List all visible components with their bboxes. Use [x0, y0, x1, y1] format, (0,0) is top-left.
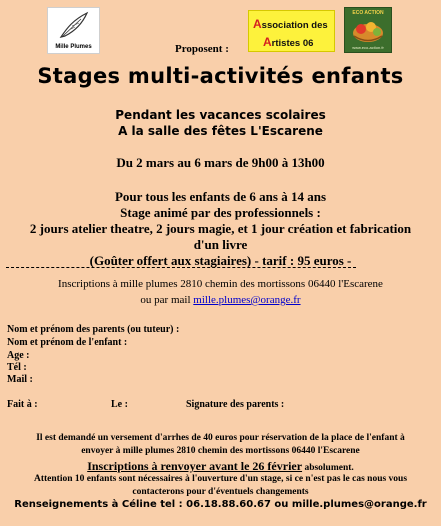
email-link[interactable]: mille.plumes@orange.fr [193, 294, 301, 306]
minimum-enfants-line: Attention 10 enfants sont nécessaires à l'ouverture d'un stage, si ce n'est pas le cas nous vous [33, 474, 408, 484]
deadline-line [0, 459, 441, 474]
subtitle-salle: A la salle des fêtes L'Escarene [118, 124, 323, 138]
form-child-label: Nom et prénom de l'enfant : [7, 337, 128, 348]
signature-label: Signature des parents : [186, 399, 285, 410]
deadline-text: Inscriptions à renvoyer avant le 26 février [87, 459, 303, 473]
form-age-label: Age : [7, 350, 30, 361]
inscription-address: Inscriptions à mille plumes 2810 chemin des mortissons 06440 l'Escarene [58, 278, 383, 290]
eco-logo-top: ECO ACTION [352, 10, 384, 16]
form-tel-label: Tél : [7, 362, 27, 373]
dashed-divider [6, 267, 356, 268]
date-le-label: Le : [111, 399, 128, 410]
contact-info: Renseignements à Céline tel : 06.18.88.60.67 ou mille.plumes@orange.fr [14, 499, 427, 510]
mail-prefix: ou par mail [140, 294, 194, 306]
feather-icon [57, 10, 91, 40]
page-title: Stages multi-activités enfants [37, 64, 404, 88]
association-logo-line1: Association des [253, 17, 328, 31]
mille-plumes-caption: Mille Plumes [55, 44, 92, 50]
association-logo-initial: A [263, 35, 272, 49]
detail-age: Pour tous les enfants de 6 ans à 14 ans [114, 189, 327, 204]
dates-text: Du 2 mars au 6 mars de 9h00 à 13h00 [116, 155, 325, 170]
deadline-suffix: absolument. [302, 463, 354, 473]
association-logo-initial: A [253, 17, 262, 31]
eco-logo-bottom: www.eco-action.fr [352, 45, 384, 50]
subtitle-vacances: Pendant les vacances scolaires [115, 108, 326, 122]
association-artistes-logo [248, 10, 335, 52]
eco-action-logo [344, 7, 392, 53]
mille-plumes-logo [47, 7, 100, 54]
arrhes-line1: Il est demandé un versement d'arrhes de 40 euros pour réservation de la place de l'enfant à [36, 433, 405, 443]
fait-a-label: Fait à : [7, 399, 38, 410]
changements-line: contacterons pour d'éventuels changements [132, 487, 309, 497]
arrhes-line2: envoyer à mille plumes 2810 chemin des mortissons 06440 l'Escarene [81, 446, 360, 456]
detail-livre: d'un livre [193, 237, 248, 252]
form-mail-label: Mail : [7, 374, 33, 385]
inscription-mail-line [0, 294, 441, 306]
proposent-label: Proposent : [175, 43, 229, 55]
association-logo-line2: Artistes 06 [263, 35, 314, 49]
detail-activites: 2 jours atelier theatre, 2 jours magie, et 1 jour création et fabrication [29, 221, 412, 236]
detail-animateurs: Stage animé par des professionnels : [120, 205, 321, 220]
form-parents-label: Nom et prénom des parents (ou tuteur) : [7, 324, 180, 335]
detail-tarif: (Goûter offert aux stagiaires) - tarif : 95 euros - [89, 253, 352, 268]
